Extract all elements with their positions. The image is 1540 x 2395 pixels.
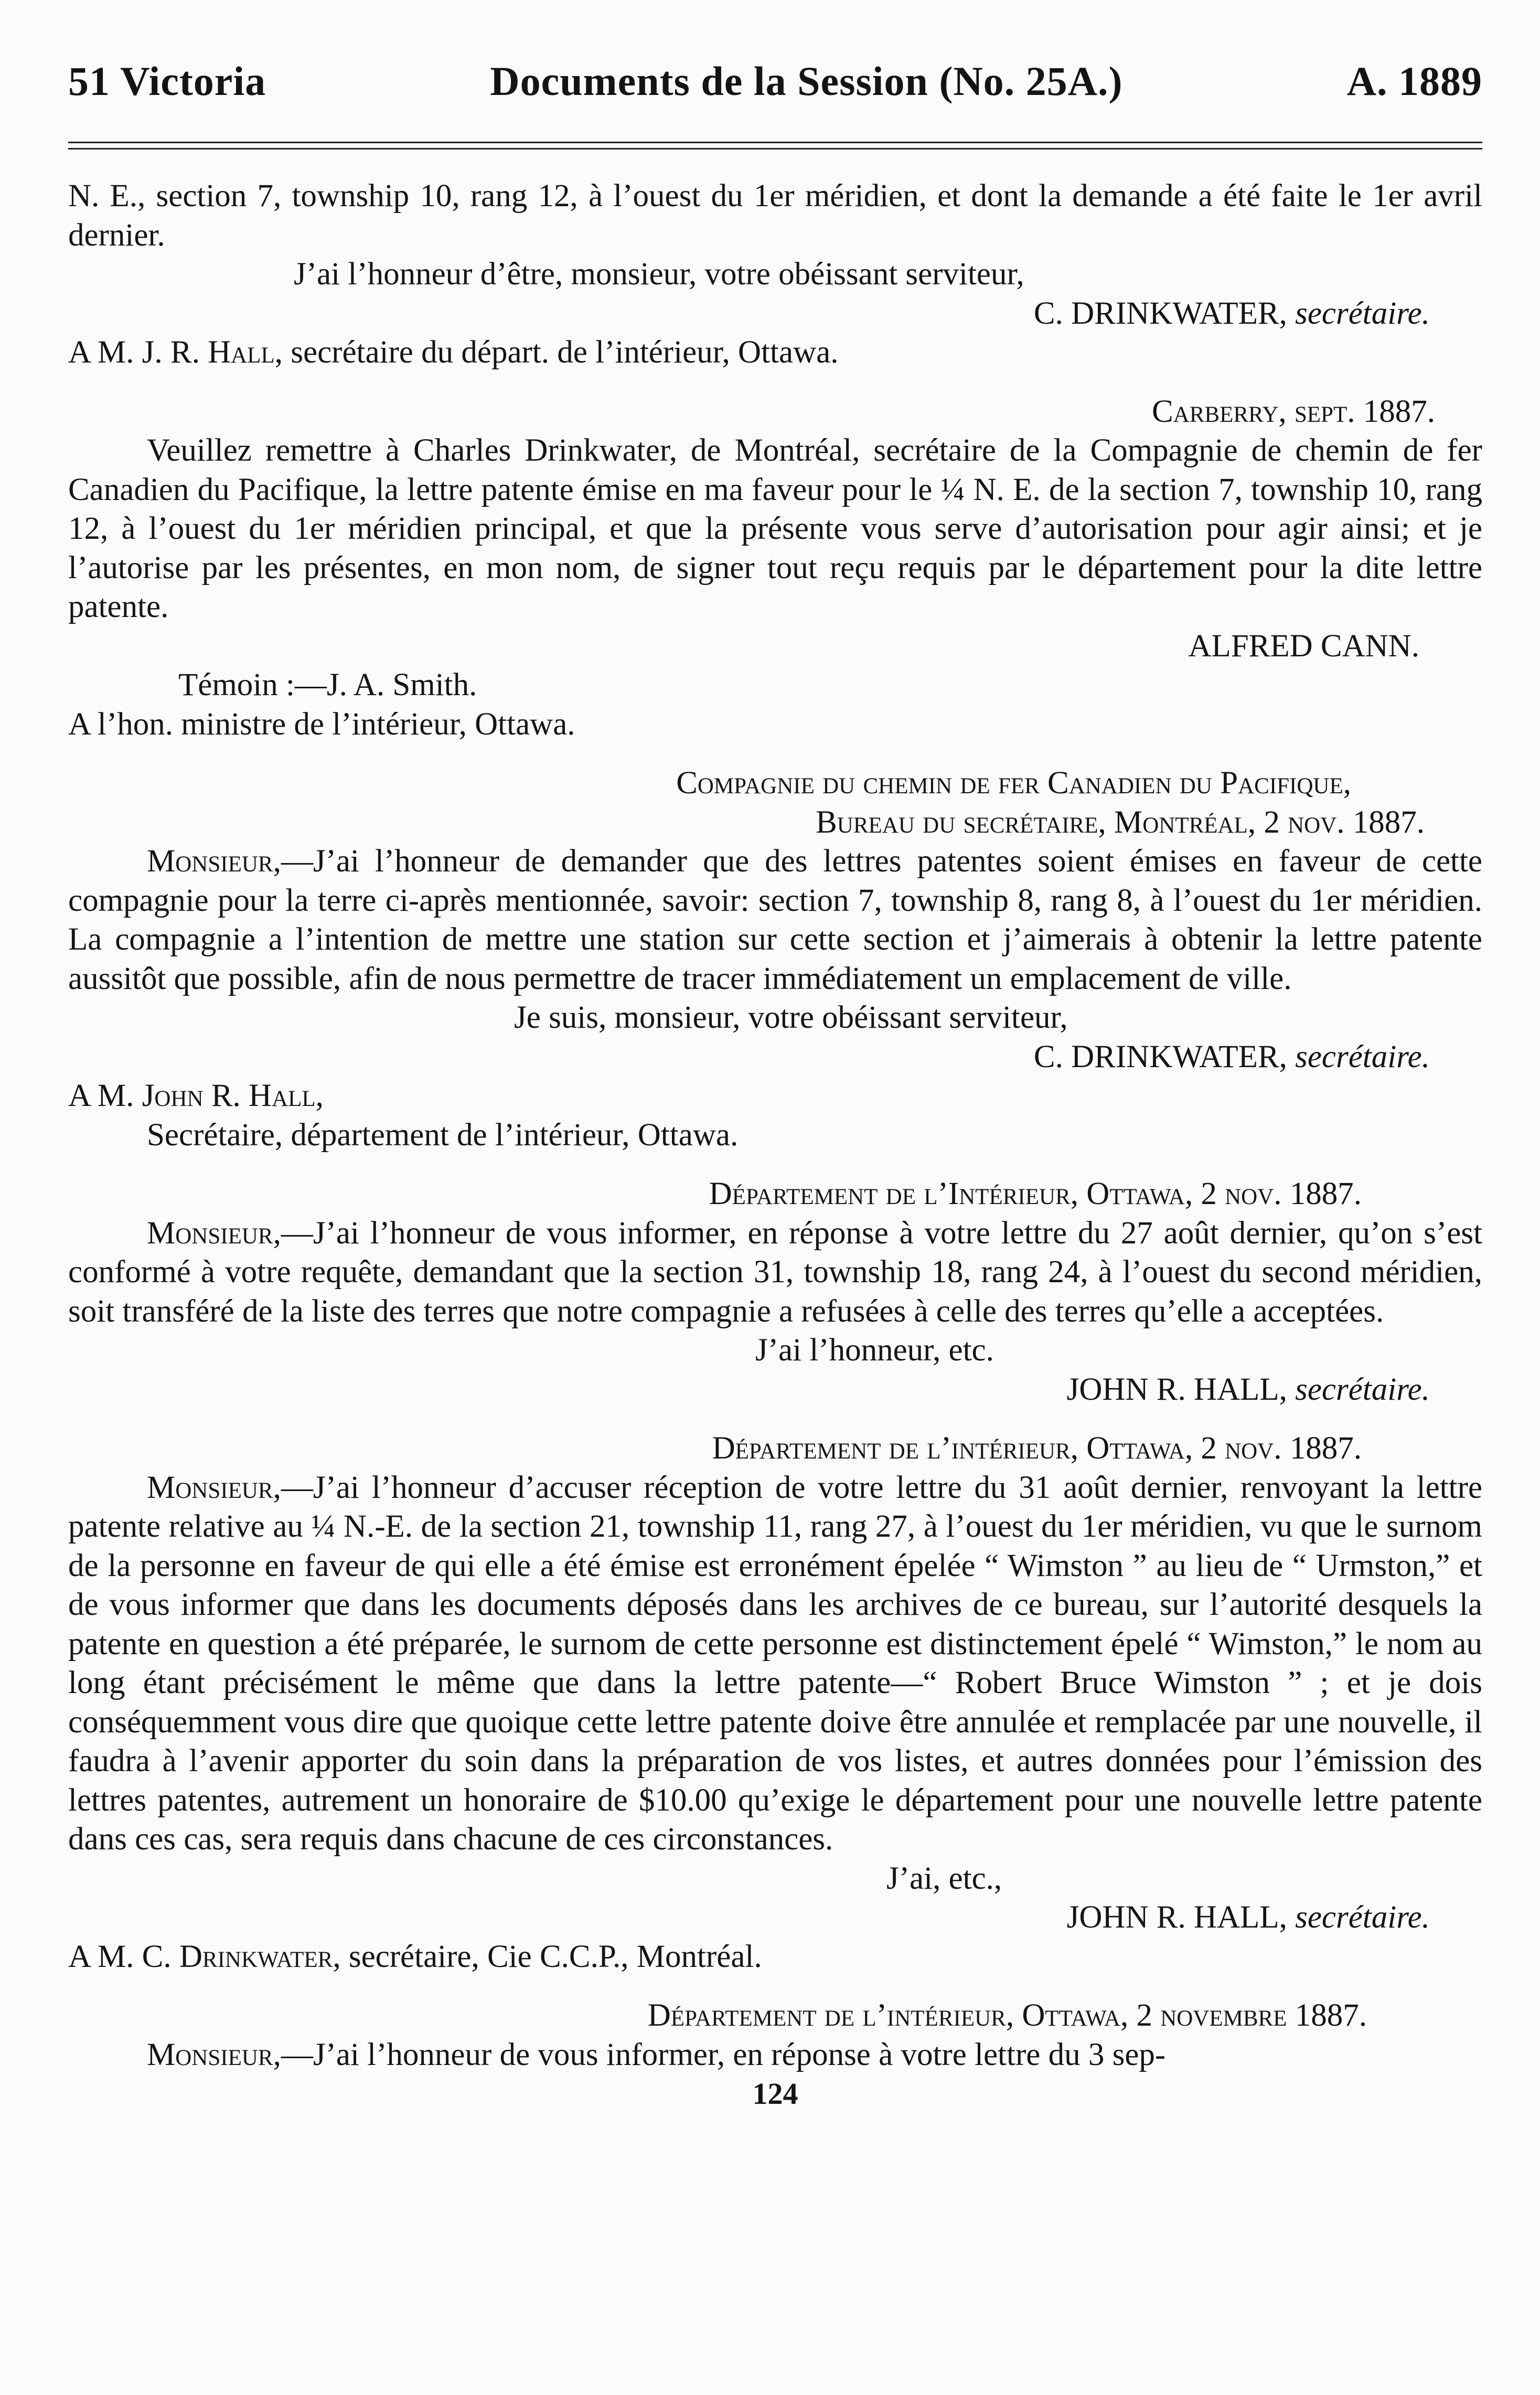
signer-role: secrétaire.: [1295, 295, 1430, 331]
signer-role: secrétaire.: [1295, 1900, 1430, 1935]
addressee-line2: Secrétaire, département de l’intérieur, Ottawa.: [147, 1117, 739, 1153]
witness-line: Témoin :—J. A. Smith.: [178, 667, 477, 702]
letter-carberry: [68, 392, 1482, 744]
letter-place-date: Département de l’intérieur, Ottawa, 2 nov. 1887.: [712, 1431, 1362, 1466]
header-left: 51 Victoria: [68, 58, 266, 104]
letter-place-line2: Bureau du secrétaire, Montréal, 2 nov. 1887.: [816, 804, 1425, 840]
closing-line: Je suis, monsieur, votre obéissant serviteur,: [514, 1000, 1068, 1035]
page-number: 124: [752, 2077, 798, 2111]
addressee-name: Hall: [208, 335, 275, 370]
addressee-rest: , secrétaire, Cie C.C.P., Montréal.: [333, 1939, 762, 1974]
addressee: A l’hon. ministre de l’intérieur, Ottawa.: [68, 706, 575, 742]
addressee-line1: [68, 1077, 1482, 1116]
salutation: Monsieur,: [147, 2037, 281, 2072]
addressee-prefix: A M. J. R.: [68, 335, 200, 370]
signer-role: secrétaire.: [1295, 1371, 1430, 1407]
letter-dept-reply-2: [68, 1429, 1482, 1976]
salutation: Monsieur,: [147, 844, 281, 879]
addressee: [68, 333, 1482, 372]
closing-line: J’ai l’honneur, etc.: [755, 1333, 994, 1368]
paragraph: [68, 842, 1482, 998]
salutation: Monsieur,: [147, 1470, 281, 1505]
paragraph-text: —J’ai l’honneur de demander que des lettres patentes soient émises en faveur de cette compagnie pour la terre ci-après mentionnée, savoir: section 7, township 8, rang 8, à l’ouest du 1er méridien. La compagnie a l’intention de mettre une station sur cette section et j’aimerais à obtenir la lettre patente aussitôt que possible, afin de nous permettre de tracer immédiatement un emplacement de ville.: [68, 844, 1482, 996]
letter-place-date: Département de l’Intérieur, Ottawa, 2 nov. 1887.: [709, 1176, 1362, 1211]
letter-place-line1: Compagnie du chemin de fer Canadien du Pacifique,: [676, 765, 1351, 801]
paragraph-text: —J’ai l’honneur de vous informer, en réponse à votre lettre du 27 août dernier, qu’on s’est conformé à votre requête, demandant que la section 31, township 18, rang 24, à l’ouest du second méridien, soit transféré de la liste des terres que notre compagnie a refusées à celle des terres qu’elle a acceptées.: [68, 1215, 1482, 1329]
addressee-prefix: A M.: [68, 1078, 134, 1113]
paragraph: [68, 2036, 1482, 2075]
paragraph-text: —J’ai l’honneur d’accuser réception de votre lettre du 31 août dernier, renvoyant la lettre patente relative au ¼ N.-E. de la section 21, township 11, rang 27, à l’ouest du 1er méridien, vu que le surnom de la personne en faveur de qui elle a été émise est erronément épelée “ Wimston ” au lieu de “ Urmston,” et de vous informer que dans les documents déposés dans les archives de ce bureau, sur l’autorité desquels la patente en question a été préparée, le surnom de cette personne est distinctement épelé “ Wimston,” le nom au long étant précisément le même que dans la lettre patente—“ Robert Bruce Wimston ” ; et je dois conséquemment vous dire que quoique cette lettre patente doive être annulée et remplacée par une nouvelle, il faudra à l’avenir apporter du soin dans la préparation de vos listes, et autres données pour l’émission des lettres patentes, autrement un honoraire de $10.00 qu’exige le département pour une nouvelle lettre patente dans ces cas, sera requis dans chacune de ces circonstances.: [68, 1470, 1482, 1857]
paragraph: [68, 1214, 1482, 1332]
closing-line: J’ai l’honneur d’être, monsieur, votre obéissant serviteur,: [294, 257, 1024, 292]
paragraph: [68, 1468, 1482, 1859]
header-rule-top: [68, 142, 1482, 143]
salutation: Monsieur,: [147, 1215, 281, 1251]
signature: [68, 1038, 1482, 1077]
header-rule-bottom: [68, 148, 1482, 150]
signer-role: secrétaire.: [1295, 1039, 1430, 1074]
letter-fragment-1: [68, 177, 1482, 372]
letter-place-date: Carberry, sept. 1887.: [1151, 393, 1435, 429]
paragraph-text: —J’ai l’honneur de vous informer, en réponse à votre lettre du 3 sep-: [281, 2037, 1166, 2072]
signer-name: JOHN R. HALL,: [1066, 1900, 1287, 1935]
running-header: [68, 58, 1482, 105]
signer-name: ALFRED CANN.: [1188, 628, 1419, 664]
signer-name: JOHN R. HALL,: [1066, 1371, 1287, 1407]
letter-dept-reply-3: [68, 1996, 1482, 2074]
signature: [68, 1898, 1482, 1938]
signer-name: C. DRINKWATER,: [1033, 295, 1287, 331]
addressee-rest: , secrétaire du départ. de l’intérieur, Ottawa.: [274, 335, 839, 370]
paragraph: Veuillez remettre à Charles Drinkwater, de Montréal, secrétaire de la Compagnie de chemin de fer Canadien du Pacifique, la lettre patente émise en ma faveur pour le ¼ N. E. de la section 7, township 10, rang 12, à l’ouest du 1er méridien principal, et que la présente vous serve d’autorisation pour agir ainsi; et je l’autorise par les présentes, en mon nom, de signer tout reçu requis par le département pour la dite lettre patente.: [68, 433, 1482, 624]
addressee: [68, 1938, 1482, 1977]
addressee-name: Drinkwater: [179, 1939, 333, 1974]
addressee-name: John R. Hall,: [142, 1078, 324, 1113]
addressee-prefix: A M. C.: [68, 1939, 172, 1974]
paragraph: N. E., section 7, township 10, rang 12, à l’ouest du 1er méridien, et dont la demande a été faite le 1er avril dernier.: [68, 178, 1482, 253]
document-body: [68, 177, 1482, 2114]
signature: [68, 294, 1482, 334]
header-center: Documents de la Session (No. 25A.): [490, 58, 1123, 104]
signer-name: C. DRINKWATER,: [1033, 1039, 1287, 1074]
header-right: A. 1889: [1346, 58, 1482, 104]
letter-place-date: Département de l’intérieur, Ottawa, 2 novembre 1887.: [647, 1998, 1367, 2033]
signature: [68, 1370, 1482, 1410]
letter-dept-reply-1: [68, 1175, 1482, 1409]
closing-line: J’ai, etc.,: [886, 1860, 1002, 1896]
letter-cpr-request: [68, 764, 1482, 1155]
